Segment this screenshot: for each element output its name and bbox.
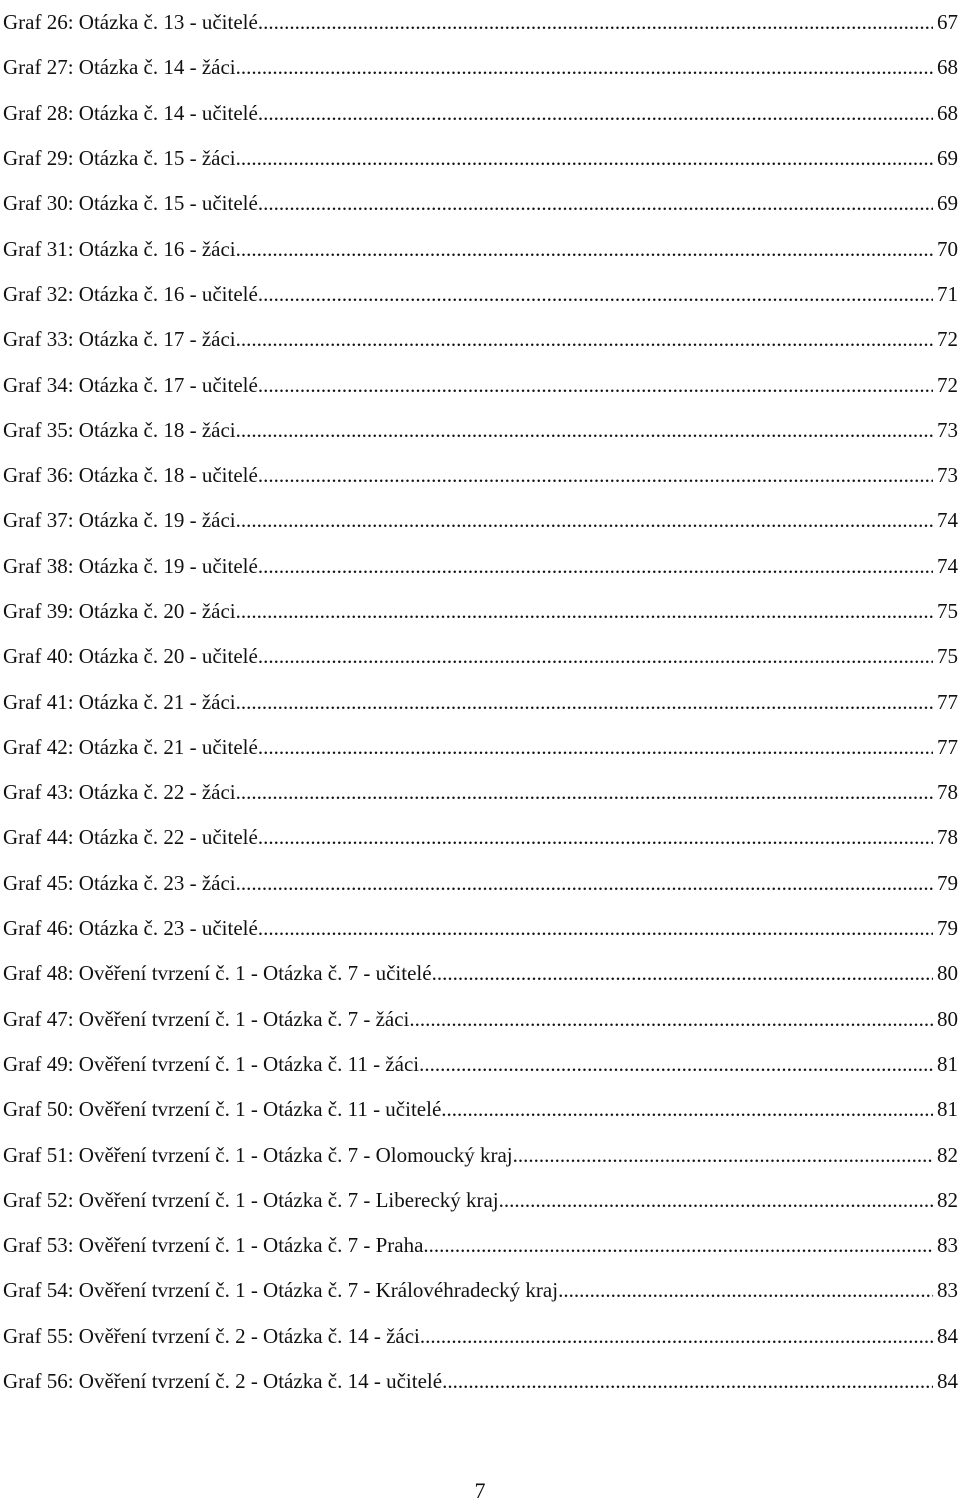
toc-entry[interactable] bbox=[3, 679, 958, 724]
toc-entry[interactable] bbox=[3, 317, 958, 362]
toc-entry-page: 80 bbox=[937, 961, 958, 986]
toc-entry[interactable] bbox=[3, 770, 958, 815]
toc-leader-dots bbox=[441, 1099, 933, 1120]
table-of-figures bbox=[3, 0, 958, 1404]
toc-leader-dots bbox=[409, 1009, 933, 1030]
toc-entry[interactable] bbox=[3, 91, 958, 136]
toc-entry-page: 70 bbox=[937, 236, 958, 261]
toc-entry-page: 74 bbox=[937, 553, 958, 578]
toc-entry-label: Graf 39: Otázka č. 20 - žáci bbox=[3, 599, 236, 623]
toc-entry-page: 83 bbox=[937, 1233, 958, 1258]
toc-entry-page: 72 bbox=[937, 327, 958, 352]
toc-entry[interactable] bbox=[3, 226, 958, 271]
toc-entry[interactable] bbox=[3, 1223, 958, 1268]
toc-leader-dots bbox=[258, 103, 933, 124]
toc-entry[interactable] bbox=[3, 498, 958, 543]
toc-entry-label: Graf 37: Otázka č. 19 - žáci bbox=[3, 508, 236, 533]
toc-entry[interactable] bbox=[3, 951, 958, 996]
toc-entry[interactable] bbox=[3, 1359, 958, 1404]
toc-entry[interactable] bbox=[3, 362, 958, 407]
toc-entry[interactable] bbox=[3, 815, 958, 860]
toc-entry-page: 77 bbox=[937, 689, 958, 714]
toc-entry-page: 78 bbox=[937, 780, 958, 805]
toc-entry-label: Graf 40: Otázka č. 20 - učitelé bbox=[3, 644, 258, 669]
toc-entry-label: Graf 31: Otázka č. 16 - žáci bbox=[3, 236, 236, 261]
toc-leader-dots bbox=[236, 239, 933, 260]
toc-entry[interactable] bbox=[3, 906, 958, 951]
toc-entry-page: 79 bbox=[937, 916, 958, 941]
toc-entry[interactable] bbox=[3, 997, 958, 1042]
toc-entry[interactable] bbox=[3, 1268, 958, 1313]
toc-entry-label: Graf 51: Ověření tvrzení č. 1 - Otázka č. 7 - Olomoucký kraj bbox=[3, 1142, 513, 1167]
toc-entry-label: Graf 47: Ověření tvrzení č. 1 - Otázka č. 7 - žáci bbox=[3, 1006, 410, 1031]
toc-entry-page: 78 bbox=[937, 825, 958, 850]
toc-entry-page: 75 bbox=[937, 644, 958, 669]
toc-entry[interactable] bbox=[3, 1314, 958, 1359]
toc-entry[interactable] bbox=[3, 1042, 958, 1087]
toc-entry[interactable] bbox=[3, 272, 958, 317]
toc-entry[interactable] bbox=[3, 861, 958, 906]
toc-leader-dots bbox=[236, 148, 933, 169]
toc-entry[interactable] bbox=[3, 453, 958, 498]
toc-leader-dots bbox=[236, 692, 933, 713]
toc-leader-dots bbox=[236, 57, 933, 78]
toc-leader-dots bbox=[236, 782, 933, 803]
toc-leader-dots bbox=[258, 284, 933, 305]
toc-entry-label: Graf 35: Otázka č. 18 - žáci bbox=[3, 417, 236, 442]
toc-entry-label: Graf 44: Otázka č. 22 - učitelé bbox=[3, 825, 258, 850]
page-number: 7 bbox=[474, 1478, 486, 1503]
toc-entry-label: Graf 54: Ověření tvrzení č. 1 - Otázka č. 7 - Královéhradecký kraj bbox=[3, 1278, 559, 1303]
toc-entry-label: Graf 30: Otázka č. 15 - učitelé bbox=[3, 191, 258, 216]
toc-entry[interactable] bbox=[3, 589, 958, 634]
toc-entry-page: 80 bbox=[937, 1006, 958, 1031]
toc-entry[interactable] bbox=[3, 408, 958, 453]
toc-entry[interactable] bbox=[3, 181, 958, 226]
toc-entry-label: Graf 29: Otázka č. 15 - žáci bbox=[3, 146, 236, 171]
toc-leader-dots bbox=[258, 737, 933, 758]
toc-entry-label: Graf 50: Ověření tvrzení č. 1 - Otázka č. 11 - učitelé bbox=[3, 1097, 442, 1122]
toc-entry-page: 77 bbox=[937, 734, 958, 759]
toc-entry-page: 81 bbox=[937, 1051, 958, 1076]
toc-leader-dots bbox=[258, 918, 933, 939]
toc-leader-dots bbox=[236, 601, 933, 622]
toc-entry-label: Graf 45: Otázka č. 23 - žáci bbox=[3, 870, 236, 895]
toc-leader-dots bbox=[258, 12, 933, 33]
toc-entry[interactable] bbox=[3, 1132, 958, 1177]
toc-entry-page: 67 bbox=[937, 10, 958, 35]
toc-entry-page: 84 bbox=[937, 1323, 958, 1348]
toc-entry[interactable] bbox=[3, 725, 958, 770]
toc-leader-dots bbox=[258, 646, 933, 667]
toc-entry-label: Graf 48: Ověření tvrzení č. 1 - Otázka č. 7 - učitelé bbox=[3, 961, 432, 986]
toc-entry-page: 69 bbox=[937, 146, 958, 171]
toc-leader-dots bbox=[420, 1326, 933, 1347]
toc-entry-label: Graf 49: Ověření tvrzení č. 1 - Otázka č. 11 - žáci bbox=[3, 1051, 420, 1076]
toc-entry-label: Graf 28: Otázka č. 14 - učitelé bbox=[3, 100, 258, 125]
toc-entry-label: Graf 52: Ověření tvrzení č. 1 - Otázka č. 7 - Liberecký kraj bbox=[3, 1187, 499, 1212]
toc-entry-page: 79 bbox=[937, 870, 958, 895]
toc-entry[interactable] bbox=[3, 0, 958, 45]
toc-entry-label: Graf 55: Ověření tvrzení č. 2 - Otázka č. 14 - žáci bbox=[3, 1323, 420, 1348]
toc-leader-dots bbox=[513, 1145, 933, 1166]
toc-entry[interactable] bbox=[3, 1178, 958, 1223]
toc-entry-page: 82 bbox=[937, 1142, 958, 1167]
toc-leader-dots bbox=[258, 193, 933, 214]
toc-leader-dots bbox=[258, 556, 933, 577]
toc-entry-page: 84 bbox=[937, 1369, 958, 1394]
toc-entry-page: 72 bbox=[937, 372, 958, 397]
toc-entry[interactable] bbox=[3, 136, 958, 181]
toc-entry-page: 71 bbox=[937, 281, 958, 306]
toc-leader-dots bbox=[419, 1054, 933, 1075]
toc-entry-page: 75 bbox=[937, 599, 958, 623]
toc-entry-label: Graf 42: Otázka č. 21 - učitelé bbox=[3, 734, 258, 759]
toc-leader-dots bbox=[432, 963, 933, 984]
toc-entry-label: Graf 46: Otázka č. 23 - učitelé bbox=[3, 916, 258, 941]
toc-leader-dots bbox=[499, 1190, 933, 1211]
toc-leader-dots bbox=[258, 465, 933, 486]
toc-entry-page: 82 bbox=[937, 1187, 958, 1212]
toc-entry-page: 74 bbox=[937, 508, 958, 533]
toc-leader-dots bbox=[558, 1280, 933, 1301]
toc-leader-dots bbox=[236, 329, 933, 350]
toc-entry-label: Graf 36: Otázka č. 18 - učitelé bbox=[3, 463, 258, 488]
toc-entry-label: Graf 34: Otázka č. 17 - učitelé bbox=[3, 372, 258, 397]
toc-entry[interactable] bbox=[3, 1087, 958, 1132]
toc-entry[interactable] bbox=[3, 544, 958, 589]
toc-leader-dots bbox=[236, 873, 933, 894]
toc-leader-dots bbox=[236, 420, 933, 441]
toc-entry-page: 83 bbox=[937, 1278, 958, 1303]
toc-entry-label: Graf 33: Otázka č. 17 - žáci bbox=[3, 327, 236, 352]
toc-leader-dots bbox=[442, 1371, 933, 1392]
toc-entry-label: Graf 27: Otázka č. 14 - žáci bbox=[3, 55, 236, 80]
toc-entry-page: 68 bbox=[937, 100, 958, 125]
toc-entry[interactable] bbox=[3, 45, 958, 90]
toc-entry[interactable] bbox=[3, 634, 958, 679]
toc-entry-page: 81 bbox=[937, 1097, 958, 1122]
toc-leader-dots bbox=[423, 1235, 933, 1256]
toc-entry-label: Graf 32: Otázka č. 16 - učitelé bbox=[3, 281, 258, 306]
toc-leader-dots bbox=[258, 375, 933, 396]
toc-entry-label: Graf 26: Otázka č. 13 - učitelé bbox=[3, 10, 258, 35]
toc-leader-dots bbox=[258, 827, 933, 848]
toc-leader-dots bbox=[236, 510, 933, 531]
toc-entry-page: 69 bbox=[937, 191, 958, 216]
toc-entry-label: Graf 43: Otázka č. 22 - žáci bbox=[3, 780, 236, 805]
toc-entry-page: 68 bbox=[937, 55, 958, 80]
toc-entry-label: Graf 38: Otázka č. 19 - učitelé bbox=[3, 553, 258, 578]
toc-entry-label: Graf 53: Ověření tvrzení č. 1 - Otázka č. 7 - Praha bbox=[3, 1233, 424, 1258]
toc-entry-page: 73 bbox=[937, 417, 958, 442]
toc-entry-page: 73 bbox=[937, 463, 958, 488]
toc-entry-label: Graf 56: Ověření tvrzení č. 2 - Otázka č. 14 - učitelé bbox=[3, 1369, 443, 1394]
toc-entry-label: Graf 41: Otázka č. 21 - žáci bbox=[3, 689, 236, 714]
